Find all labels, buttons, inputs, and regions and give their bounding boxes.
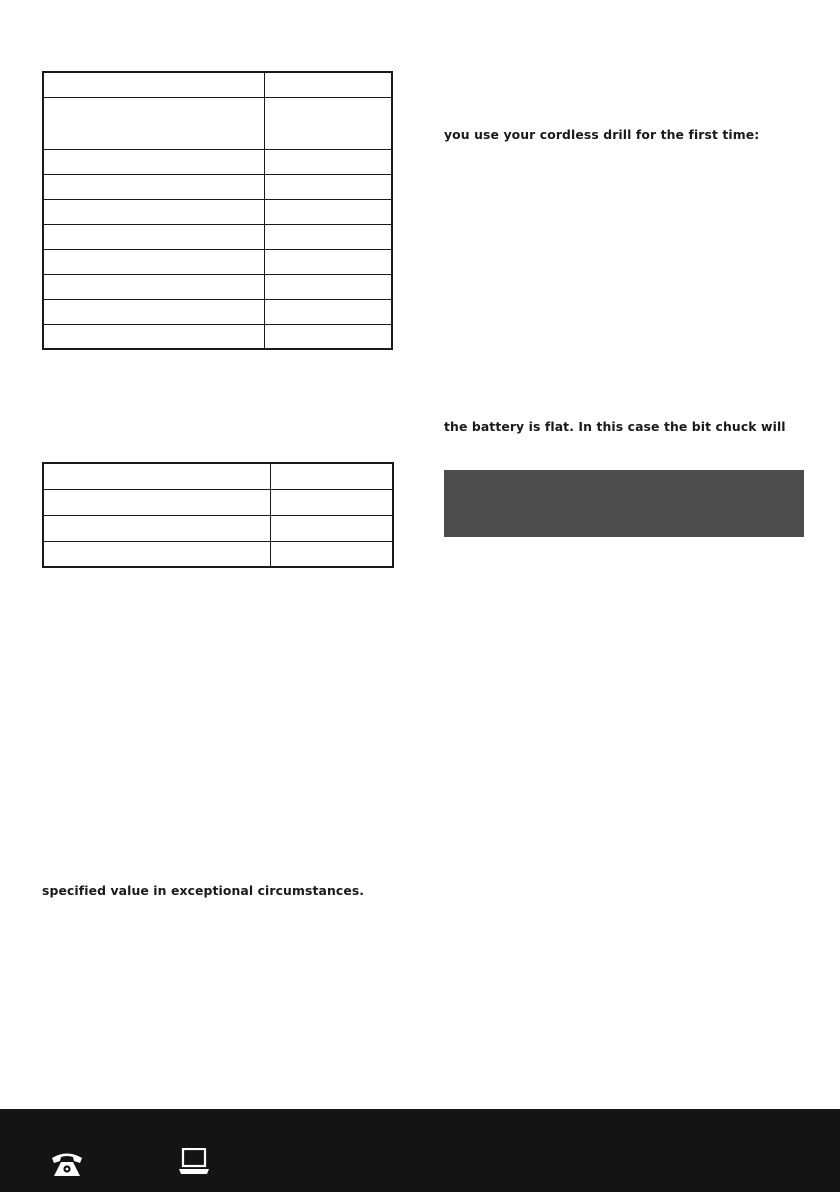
table-cell — [265, 174, 393, 199]
table-cell — [43, 463, 271, 489]
table-row — [43, 97, 392, 149]
table-row — [43, 299, 392, 324]
table-cell — [265, 149, 393, 174]
table-cell — [265, 274, 393, 299]
table-row — [43, 274, 392, 299]
table-row — [43, 541, 393, 567]
table-cell — [43, 174, 265, 199]
table-cell — [265, 97, 393, 149]
table-cell — [43, 224, 265, 249]
table-cell — [271, 489, 394, 515]
grey-note-box — [444, 470, 804, 537]
table-cell — [43, 149, 265, 174]
table-row — [43, 515, 393, 541]
table-cell — [265, 299, 393, 324]
table-cell — [43, 72, 265, 97]
table-row — [43, 174, 392, 199]
table-row — [43, 489, 393, 515]
table-cell — [43, 324, 265, 349]
table-row — [43, 463, 393, 489]
table-row — [43, 324, 392, 349]
spec-table-2 — [42, 462, 394, 568]
table-cell — [265, 224, 393, 249]
first-use-text: you use your cordless drill for the first time: — [444, 127, 760, 142]
table-cell — [271, 541, 394, 567]
table-cell — [43, 97, 265, 149]
table-cell — [43, 489, 271, 515]
specified-value-text: specified value in exceptional circumstances. — [42, 883, 365, 898]
table-cell — [43, 249, 265, 274]
table-cell — [43, 515, 271, 541]
battery-flat-text: the battery is flat. In this case the bit chuck will — [444, 419, 786, 434]
spec-table-1 — [42, 71, 393, 350]
table-cell — [43, 541, 271, 567]
table-cell — [43, 199, 265, 224]
phone-icon — [50, 1150, 84, 1178]
laptop-icon — [178, 1148, 210, 1176]
table-cell — [265, 199, 393, 224]
table-row — [43, 149, 392, 174]
table-row — [43, 72, 392, 97]
table-row — [43, 199, 392, 224]
table-cell — [43, 274, 265, 299]
table-cell — [271, 515, 394, 541]
table-row — [43, 224, 392, 249]
footer-bar — [0, 1109, 840, 1192]
table-row — [43, 249, 392, 274]
table-cell — [265, 249, 393, 274]
table-cell — [265, 72, 393, 97]
table-cell — [265, 324, 393, 349]
table-cell — [43, 299, 265, 324]
table-cell — [271, 463, 394, 489]
